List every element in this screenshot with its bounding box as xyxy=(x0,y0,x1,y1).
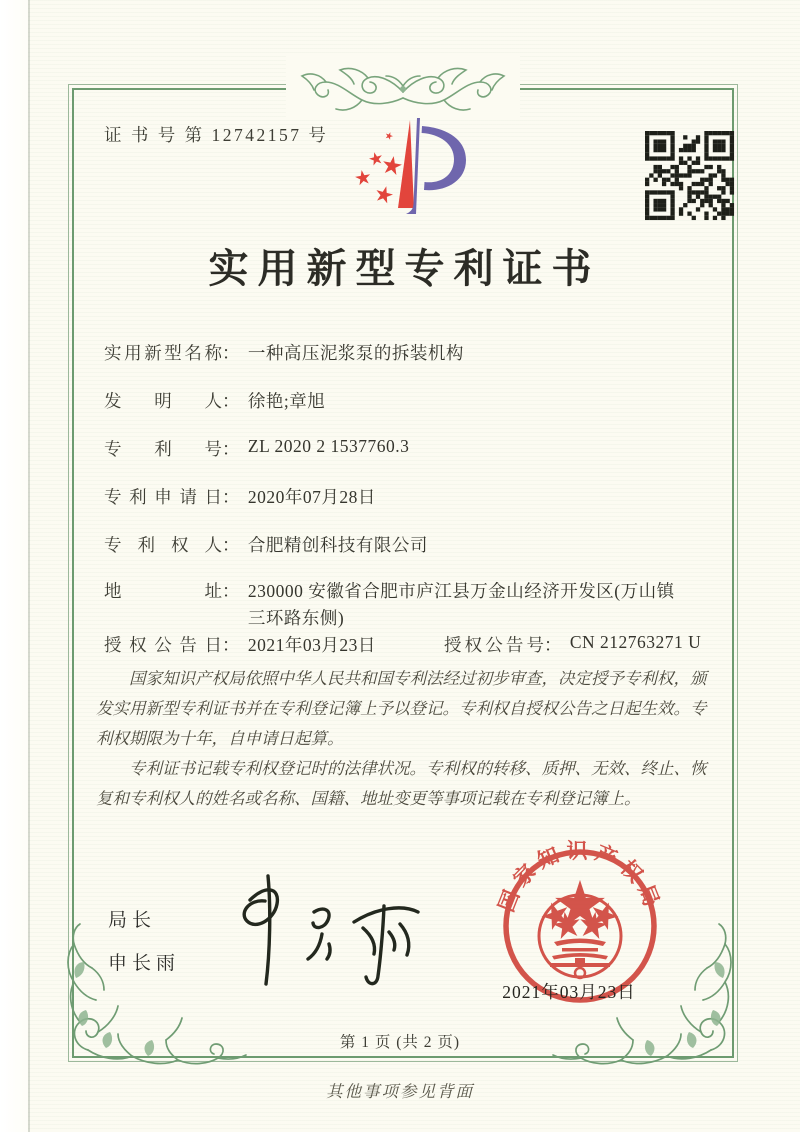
field-label: 授权公告号 xyxy=(444,635,544,655)
back-side-note: 其他事项参见背面 xyxy=(326,1082,474,1101)
scan-margin xyxy=(0,0,28,1132)
field-value: 合肥精创科技有限公司 xyxy=(247,535,428,555)
page-number: 第 1 页 (共 2 页) xyxy=(339,1034,461,1051)
field-value: 2021年03月23日 xyxy=(247,635,376,655)
field-row-grant xyxy=(104,632,720,657)
colon: ： xyxy=(222,391,240,411)
colon: ： xyxy=(222,581,240,601)
field-value: 2020年07月28日 xyxy=(247,487,376,507)
commissioner-signature xyxy=(216,870,430,1002)
field-row-name xyxy=(104,340,720,365)
field-label: 授权公告日 xyxy=(104,635,222,655)
field-label: 专利权人 xyxy=(104,535,222,555)
certificate-number: 证 书 号 第 12742157 号 xyxy=(104,125,329,145)
qr-code xyxy=(641,127,738,224)
scan-edge-artifact xyxy=(28,0,30,1132)
colon: ： xyxy=(544,635,562,655)
field-value: ZL 2020 2 1537760.3 xyxy=(247,436,410,456)
seal-date: 2021年03月23日 xyxy=(502,982,636,1002)
field-label: 发明人 xyxy=(104,391,222,411)
field-row-inventor xyxy=(104,388,720,413)
commissioner-name: 申长雨 xyxy=(108,953,181,974)
field-value: 230000 安徽省合肥市庐江县万金山经济开发区(万山镇三环路东侧) xyxy=(247,581,675,628)
field-row-patent-number xyxy=(104,436,720,461)
field-label: 专利号 xyxy=(104,439,222,459)
colon: ： xyxy=(222,439,240,459)
field-value: 徐艳;章旭 xyxy=(247,391,326,411)
colon: ： xyxy=(222,635,240,655)
seal-ring-text: 国家知识产权局 xyxy=(495,839,665,916)
colon: ： xyxy=(222,535,240,555)
field-label: 地址 xyxy=(104,581,222,601)
field-row-filing-date xyxy=(104,484,720,509)
field-label: 实用新型名称 xyxy=(104,343,222,363)
certificate-title: 实用新型专利证书 xyxy=(208,246,601,291)
field-row-patentee xyxy=(104,532,720,557)
field-label: 专利申请日 xyxy=(104,487,222,507)
cnipa-logo-icon xyxy=(336,104,470,228)
field-value: CN 212763271 U xyxy=(569,632,702,652)
colon: ： xyxy=(222,343,240,363)
legal-text xyxy=(96,664,712,814)
commissioner-title: 局长 xyxy=(108,910,157,931)
field-grant-number xyxy=(444,632,701,657)
field-value: 一种高压泥浆泵的拆装机构 xyxy=(247,343,464,363)
colon: ： xyxy=(222,487,240,507)
legal-paragraph: 专利证书记载专利权登记时的法律状况。专利权的转移、质押、无效、终止、恢复和专利权人的姓名或名称、国籍、地址变更等事项记载在专利登记簿上。 xyxy=(96,759,707,808)
legal-paragraph: 国家知识产权局依照中华人民共和国专利法经过初步审查，决定授予专利权，颁发实用新型专利证书并在专利登记簿上予以登记。专利权自授权公告之日起生效。专利权期限为十年，自申请日起算。 xyxy=(96,669,707,748)
field-row-address xyxy=(104,578,720,632)
